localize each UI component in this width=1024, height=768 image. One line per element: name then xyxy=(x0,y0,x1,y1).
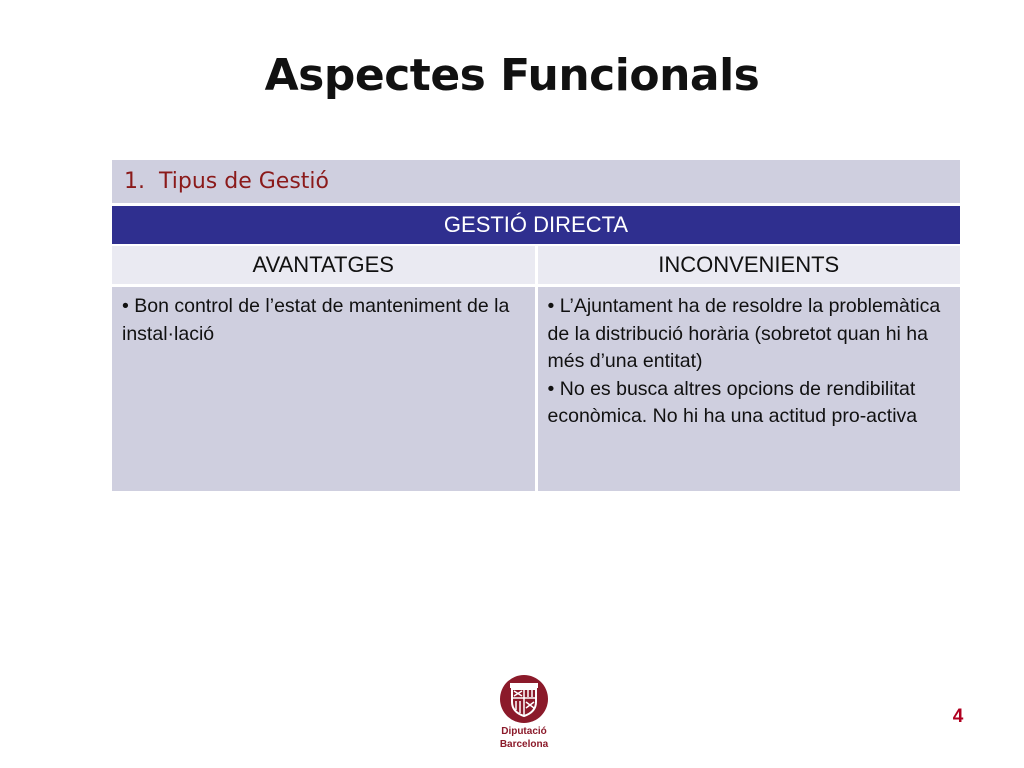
inconvenients-cell xyxy=(536,286,960,492)
inconvenient-item: • L’Ajuntament ha de resoldre la problemàtica de la distribució horària (sobretot quan hi ha més d’una entitat) xyxy=(547,295,941,372)
section-number: 1. xyxy=(124,169,145,194)
band-label: GESTIÓ DIRECTA xyxy=(112,205,960,246)
avantatges-cell xyxy=(112,286,536,492)
col-header-avantatges: AVANTATGES xyxy=(112,245,536,286)
avantatge-item: • Bon control de l’estat de manteniment de la instal·lació xyxy=(122,295,510,345)
section-row xyxy=(112,160,960,205)
logo-text-line2: Barcelona xyxy=(499,739,549,750)
seal-icon xyxy=(499,674,549,724)
band-row xyxy=(112,205,960,246)
inconvenient-item: • No es busca altres opcions de rendibilitat econòmica. No hi ha una actitud pro-activa xyxy=(547,377,918,427)
body-row xyxy=(112,286,960,492)
comparison-table xyxy=(112,160,960,491)
col-header-inconvenients: INCONVENIENTS xyxy=(536,245,960,286)
header-row xyxy=(112,245,960,286)
section-title: Tipus de Gestió xyxy=(159,169,329,194)
section-cell xyxy=(112,160,960,205)
slide-title: Aspectes Funcionals xyxy=(264,50,760,101)
page-number: 4 xyxy=(952,706,964,727)
logo-text-line1: Diputació xyxy=(501,726,547,737)
diputacio-logo xyxy=(497,674,551,750)
